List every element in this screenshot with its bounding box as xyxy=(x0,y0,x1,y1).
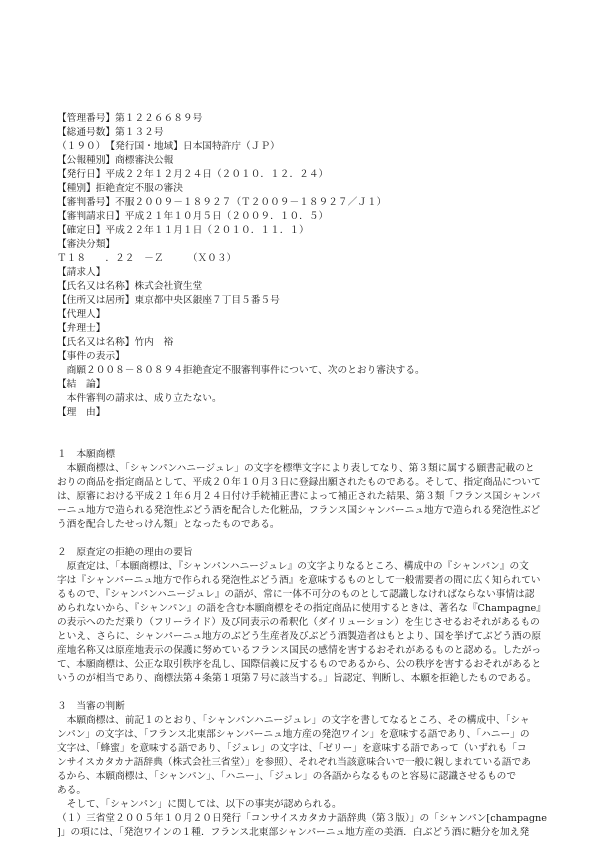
bibliographic-line: 【総通号数】第１３２号 xyxy=(57,127,164,138)
bibliographic-line: Ｔ１８ ．２２ －Ｚ （Ｘ０３） xyxy=(57,253,237,264)
text-line: そして、「シャンパン」に関しては、以下の事実が認められる。 xyxy=(57,799,342,810)
bibliographic-line: 商願２００８－８０８９４拒絶査定不服審判事件について、次のとおり審決する。 xyxy=(57,365,425,376)
bibliographic-line: 【氏名又は名称】株式会社資生堂 xyxy=(57,281,203,292)
bibliographic-line: 【住所又は居所】東京都中央区銀座７丁目５番５号 xyxy=(57,295,280,306)
text-line: う酒を配合したせっけん類」となったものである。 xyxy=(57,519,280,530)
section-heading: ２ 原査定の拒絶の理由の要旨 xyxy=(57,547,193,558)
document-content xyxy=(57,84,567,849)
text-line: ある。 xyxy=(57,785,87,796)
text-line: （１）三省堂２００５年１０月２０日発行「コンサイスカタカナ語辞典（第３版）」の「シャンパン[champagne xyxy=(57,813,547,824)
decision-sections xyxy=(57,448,567,840)
bibliographic-line: 【氏名又は名称】竹内 裕 xyxy=(57,337,174,348)
decision-section xyxy=(57,448,567,532)
bibliographic-line: 【請求人】 xyxy=(57,267,106,278)
text-line: ーニュ地方で造られる発泡性ぶどう酒を配合した化粧品，フランス国シャンパーニュ地方で造られる発泡性ぶど xyxy=(57,505,541,516)
text-line: るから、本願商標は、「シャンパン」、「ハニー」、「ジュレ」の各語からなるものと容易に認識させるもので xyxy=(57,771,517,782)
decision-section xyxy=(57,700,567,840)
text-line: ンサイスカタカナ語辞典（株式会社三省堂）」を参照）、それぞれ当該意味合いで一般に親しまれている語であ xyxy=(57,757,531,768)
text-line: は、原審における平成２１年６月２４日付け手続補正書によって補正された結果、第３類「フランス国シャンパ xyxy=(57,491,541,502)
bibliographic-line: 【公報種別】商標審決公報 xyxy=(57,155,174,166)
bibliographic-line: 【発行日】平成２２年１２月２４日（２０１０．１２．２４） xyxy=(57,169,329,180)
text-line: といえ、さらに、シャンパーニュ地方のぶどう生産者及びぶどう酒製造者はもとより、国を挙げてぶどう酒の原 xyxy=(57,631,542,642)
bibliographic-line: 【弁理士】 xyxy=(57,323,106,334)
bibliographic-line: 【審決分類】 xyxy=(57,239,116,250)
section-heading: １ 本願商標 xyxy=(57,449,116,460)
text-line: 文字は、「蜂蜜」を意味する語であり、「ジュレ」の文字は、「ゼリー」を意味する語であって（いずれも「コ xyxy=(57,743,527,754)
text-line: の表示へのただ乗り（フリーライド）及び同表示の希釈化（ダイリューション）を生じさせるおそれがあるもの xyxy=(57,617,540,628)
text-line: ンパン」の文字は、「フランス北東部シャンパーニュ地方産の発泡ワイン」を意味する語であり、「ハニー」の xyxy=(57,729,530,740)
bibliographic-line: 【結 論】 xyxy=(57,379,106,390)
bibliographic-line: （１９０） 【発行国・地域】日本国特許庁（ＪＰ） xyxy=(57,141,280,152)
text-line: 産地名称又は原産地表示の保護に努めているフランス国民の感情を害するおそれがあるものと認める。したがっ xyxy=(57,645,542,656)
text-line: 原査定は、「本願商標は、『シャンパンハニージュレ』の文字よりなるところ、構成中の『シャンパン』の文 xyxy=(57,561,529,572)
text-line: て、本願商標は、公正な取引秩序を乱し、国際信義に反するものであるから、公の秩序を害するおそれがあると xyxy=(57,659,542,670)
bibliographic-line: 本件審判の請求は、成り立たない。 xyxy=(57,393,222,404)
text-line: 本願商標は、前記１のとおり、「シャンパンハニージュレ」の文字を書してなるところ、その構成中、「シャ xyxy=(57,715,530,726)
text-line: るもので、『シャンパンハニージュレ』の語が、常に一体不可分のものとして認識しなければならない事情は認 xyxy=(57,589,535,600)
bibliographic-line: 【種別】拒絶査定不服の審決 xyxy=(57,183,183,194)
decision-section xyxy=(57,546,567,686)
bibliographic-line: 【理 由】 xyxy=(57,407,106,418)
bibliographic-line: 【管理番号】第１２２６６８９号 xyxy=(57,113,203,124)
text-line: 字は『シャンパーニュ地方で作られる発泡性ぶどう酒』を意味するものとして一般需要者の間に広く知られてい xyxy=(57,575,541,586)
bibliographic-line: 【審判請求日】平成２１年１０月５日（２００９．１０．５） xyxy=(57,211,329,222)
text-line: いうのが相当であり、商標法第４条第１項第７号に該当する。」旨認定、判断し、本願を拒絶したものである。 xyxy=(57,673,537,684)
bibliographic-block xyxy=(57,112,567,420)
text-line: められないから、『シャンパン』の語を含む本願商標をその指定商品に使用するときは、著名な『Champagne』 xyxy=(57,603,546,614)
text-line: 本願商標は、「シャンパンハニージュレ」の文字を標準文字により表してなり、第３類に属する願書記載のと xyxy=(57,463,535,474)
bibliographic-line: 【事件の表示】 xyxy=(57,351,125,362)
bibliographic-line: 【代理人】 xyxy=(57,309,106,320)
bibliographic-line: 【確定日】平成２２年１１月１日（２０１０．１１．１） xyxy=(57,225,309,236)
bibliographic-line: 【審判番号】不服２００９－１８９２７（Ｔ２００９－１８９２７／Ｊ１） xyxy=(57,197,387,208)
text-line: おりの商品を指定商品として、平成２０年１０月３日に登録出願されたものである。そして、指定商品について xyxy=(57,477,541,488)
section-heading: ３ 当審の判断 xyxy=(57,701,125,712)
text-line: ]」の項には、「発泡ワインの１種．フランス北東部シャンパーニュ地方産の美酒．白ぶどう酒に糖分を加え発 xyxy=(57,827,530,838)
